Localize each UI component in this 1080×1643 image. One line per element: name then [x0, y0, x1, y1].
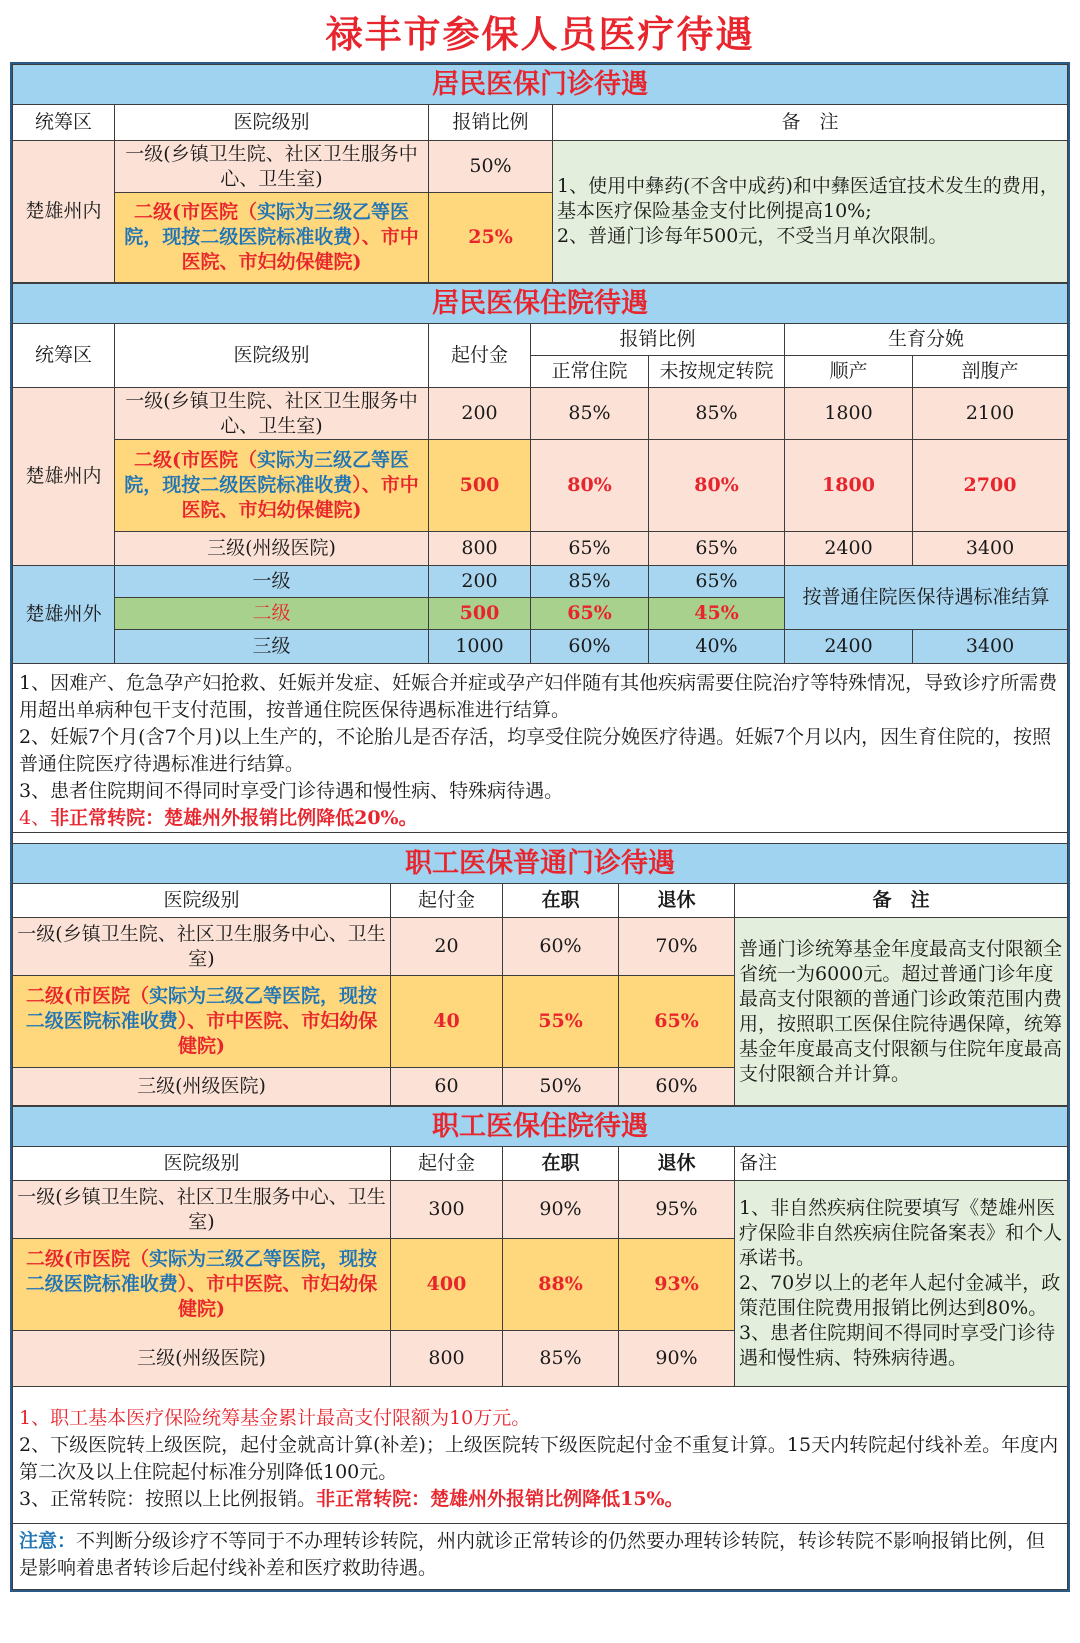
note-line: 1、职工基本医疗保险统筹基金累计最高支付限额为10万元。	[19, 1407, 531, 1429]
level-cell: 一级	[115, 566, 429, 598]
header-hospital-level: 医院级别	[115, 105, 429, 141]
value-cell: 80%	[649, 440, 785, 532]
header-rate: 报销比例	[429, 105, 553, 141]
value-cell: 2100	[913, 388, 1068, 440]
remark-cell: 普通门诊统筹基金年度最高支付限额全省统一为6000元。超过普通门诊年度最高支付限额的普通门诊政策范围内费用，按照职工医保住院待遇保障，统筹基金年度最高支付限额与住院年度最高支付限额合并计算。	[735, 918, 1068, 1106]
remark-cell	[735, 1181, 1068, 1387]
value-cell: 2400	[785, 532, 913, 566]
value-cell: 90%	[619, 1331, 735, 1387]
value-cell: 800	[391, 1331, 503, 1387]
region-cell: 楚雄州内	[13, 141, 115, 283]
value-cell: 65%	[649, 532, 785, 566]
remark-line: 2、普通门诊每年500元，不受当月单次限制。	[557, 225, 948, 247]
region-cell: 楚雄州内	[13, 388, 115, 566]
header-hospital-level: 医院级别	[13, 1147, 391, 1181]
rate-cell: 25%	[429, 193, 553, 283]
section-title-employee-outpatient: 职工医保普通门诊待遇	[13, 844, 1068, 884]
value-cell: 200	[429, 566, 531, 598]
header-deductible: 起付金	[391, 1147, 503, 1181]
value-cell: 88%	[503, 1239, 619, 1331]
header-cesarean: 剖腹产	[913, 356, 1068, 388]
level2-cell: 二级(市医院（实际为三级乙等医院，现按二级医院标准收费）、市中医院、市妇幼保健院)	[13, 1239, 391, 1331]
value-cell: 3400	[913, 532, 1068, 566]
header-unauthorized: 未按规定转院	[649, 356, 785, 388]
value-cell: 85%	[649, 388, 785, 440]
value-cell: 1800	[785, 388, 913, 440]
rate-cell: 50%	[429, 141, 553, 193]
value-cell: 60%	[619, 1068, 735, 1106]
page-title: 禄丰市参保人员医疗待遇	[325, 13, 755, 56]
value-cell: 500	[429, 598, 531, 630]
header-region: 统筹区	[13, 324, 115, 388]
note-line: 1、因难产、危急孕产妇抢救、妊娠并发症、妊娠合并症或孕产妇伴随有其他疾病需要住院治疗等特殊情况，导致诊疗所需费用超出单病种包干支付范围，按普通住院医保待遇标准进行结算。	[19, 672, 1058, 721]
level3-cell: 三级(州级医院)	[13, 1068, 391, 1106]
section-title-employee-inpatient: 职工医保住院待遇	[13, 1107, 1068, 1147]
header-natural: 顺产	[785, 356, 913, 388]
value-cell: 85%	[503, 1331, 619, 1387]
value-cell: 500	[429, 440, 531, 532]
header-region: 统筹区	[13, 105, 115, 141]
resident-inpatient-table	[12, 283, 1068, 664]
employee-outpatient-table	[12, 843, 1068, 1106]
header-remark: 备 注	[553, 105, 1068, 141]
remark-line: 1、使用中彝药(不含中成药)和中彝医适宜技术发生的费用，基本医疗保险基金支付比例提高10%;	[557, 175, 1059, 222]
header-birth: 生育分娩	[785, 324, 1068, 356]
value-cell: 70%	[619, 918, 735, 976]
header-remark: 备注	[735, 1147, 1068, 1181]
value-cell: 20	[391, 918, 503, 976]
value-cell: 300	[391, 1181, 503, 1239]
value-cell: 1800	[785, 440, 913, 532]
outer-note-cell: 按普通住院医保待遇标准结算	[785, 566, 1068, 630]
header-rate: 报销比例	[531, 324, 785, 356]
value-cell: 93%	[619, 1239, 735, 1331]
value-cell: 50%	[503, 1068, 619, 1106]
note-line: 2、下级医院转上级医院，起付金就高计算(补差)；上级医院转下级医院起付金不重复计算。15天内转院起付线补差。年度内第二次及以上住院起付标准分别降低100元。	[19, 1434, 1059, 1483]
note-line: 2、妊娠7个月(含7个月)以上生产的，不论胎儿是否存活，均享受住院分娩医疗待遇。妊娠7个月以内，因生育住院的，按照普通住院医疗待遇标准进行结算。	[19, 726, 1052, 775]
value-cell: 80%	[531, 440, 649, 532]
section-title-resident-inpatient: 居民医保住院待遇	[13, 284, 1068, 324]
remark-line: 3、患者住院期间不得同时享受门诊待遇和慢性病、特殊病待遇。	[739, 1322, 1056, 1369]
value-cell: 65%	[531, 598, 649, 630]
value-cell: 60%	[503, 918, 619, 976]
header-normal: 正常住院	[531, 356, 649, 388]
header-hospital-level: 医院级别	[115, 324, 429, 388]
section-gap	[12, 833, 1068, 843]
footer-note	[12, 1524, 1068, 1590]
header-retired: 退休	[619, 1147, 735, 1181]
level2-cell: 二级(市医院（实际为三级乙等医院，现按二级医院标准收费）、市中医院、市妇幼保健院)	[115, 193, 429, 283]
value-cell: 3400	[913, 630, 1068, 664]
resident-inpatient-notes	[12, 664, 1068, 833]
level-cell: 二级	[115, 598, 429, 630]
value-cell: 95%	[619, 1181, 735, 1239]
footer-text: 注意：不判断分级诊疗不等同于不办理转诊转院，州内就诊正常转诊的仍然要办理转诊转院，转诊转院不影响报销比例，但是影响着患者转诊后起付线补差和医疗救助待遇。	[19, 1530, 1046, 1579]
value-cell: 800	[429, 532, 531, 566]
header-employed: 在职	[503, 884, 619, 918]
region-cell: 楚雄州外	[13, 566, 115, 664]
header-employed: 在职	[503, 1147, 619, 1181]
remark-cell	[553, 141, 1068, 283]
remark-line: 2、70岁以上的老年人起付金减半，政策范围住院费用报销比例达到80%。	[739, 1272, 1061, 1319]
value-cell: 400	[391, 1239, 503, 1331]
value-cell: 200	[429, 388, 531, 440]
level1-cell: 一级(乡镇卫生院、社区卫生服务中心、卫生室)	[115, 141, 429, 193]
note-line: 3、患者住院期间不得同时享受门诊待遇和慢性病、特殊病待遇。	[19, 780, 564, 802]
value-cell: 45%	[649, 598, 785, 630]
value-cell: 2700	[913, 440, 1068, 532]
level1-cell: 一级(乡镇卫生院、社区卫生服务中心、卫生室)	[13, 1181, 391, 1239]
header-retired: 退休	[619, 884, 735, 918]
value-cell: 90%	[503, 1181, 619, 1239]
value-cell: 60%	[531, 630, 649, 664]
header-deductible: 起付金	[429, 324, 531, 388]
level-cell: 三级	[115, 630, 429, 664]
section-title-resident-outpatient: 居民医保门诊待遇	[13, 65, 1068, 105]
value-cell: 1000	[429, 630, 531, 664]
header-remark: 备 注	[735, 884, 1068, 918]
level1-cell: 一级(乡镇卫生院、社区卫生服务中心、卫生室)	[13, 918, 391, 976]
header-hospital-level: 医院级别	[13, 884, 391, 918]
level2-cell: 二级(市医院（实际为三级乙等医院，现按二级医院标准收费）、市中医院、市妇幼保健院)	[115, 440, 429, 532]
level2-cell: 二级(市医院（实际为三级乙等医院，现按二级医院标准收费）、市中医院、市妇幼保健院)	[13, 976, 391, 1068]
value-cell: 65%	[619, 976, 735, 1068]
employee-inpatient-notes	[12, 1387, 1068, 1524]
note-line: 3、正常转院：按照以上比例报销。非正常转院：楚雄州外报销比例降低15%。	[19, 1488, 684, 1510]
level1-cell: 一级(乡镇卫生院、社区卫生服务中心、卫生室)	[115, 388, 429, 440]
employee-inpatient-table	[12, 1106, 1068, 1387]
header-deductible: 起付金	[391, 884, 503, 918]
value-cell: 65%	[531, 532, 649, 566]
value-cell: 85%	[531, 388, 649, 440]
value-cell: 60	[391, 1068, 503, 1106]
value-cell: 65%	[649, 566, 785, 598]
note-line: 4、非正常转院：楚雄州外报销比例降低20%。	[19, 807, 418, 829]
value-cell: 40	[391, 976, 503, 1068]
value-cell: 40%	[649, 630, 785, 664]
remark-line: 1、非自然疾病住院要填写《楚雄州医疗保险非自然疾病住院备案表》和个人承诺书。	[739, 1197, 1063, 1269]
value-cell: 85%	[531, 566, 649, 598]
level3-cell: 三级(州级医院)	[115, 532, 429, 566]
level3-cell: 三级(州级医院)	[13, 1331, 391, 1387]
value-cell: 2400	[785, 630, 913, 664]
value-cell: 55%	[503, 976, 619, 1068]
document-frame	[10, 62, 1070, 1592]
resident-outpatient-table	[12, 64, 1068, 283]
